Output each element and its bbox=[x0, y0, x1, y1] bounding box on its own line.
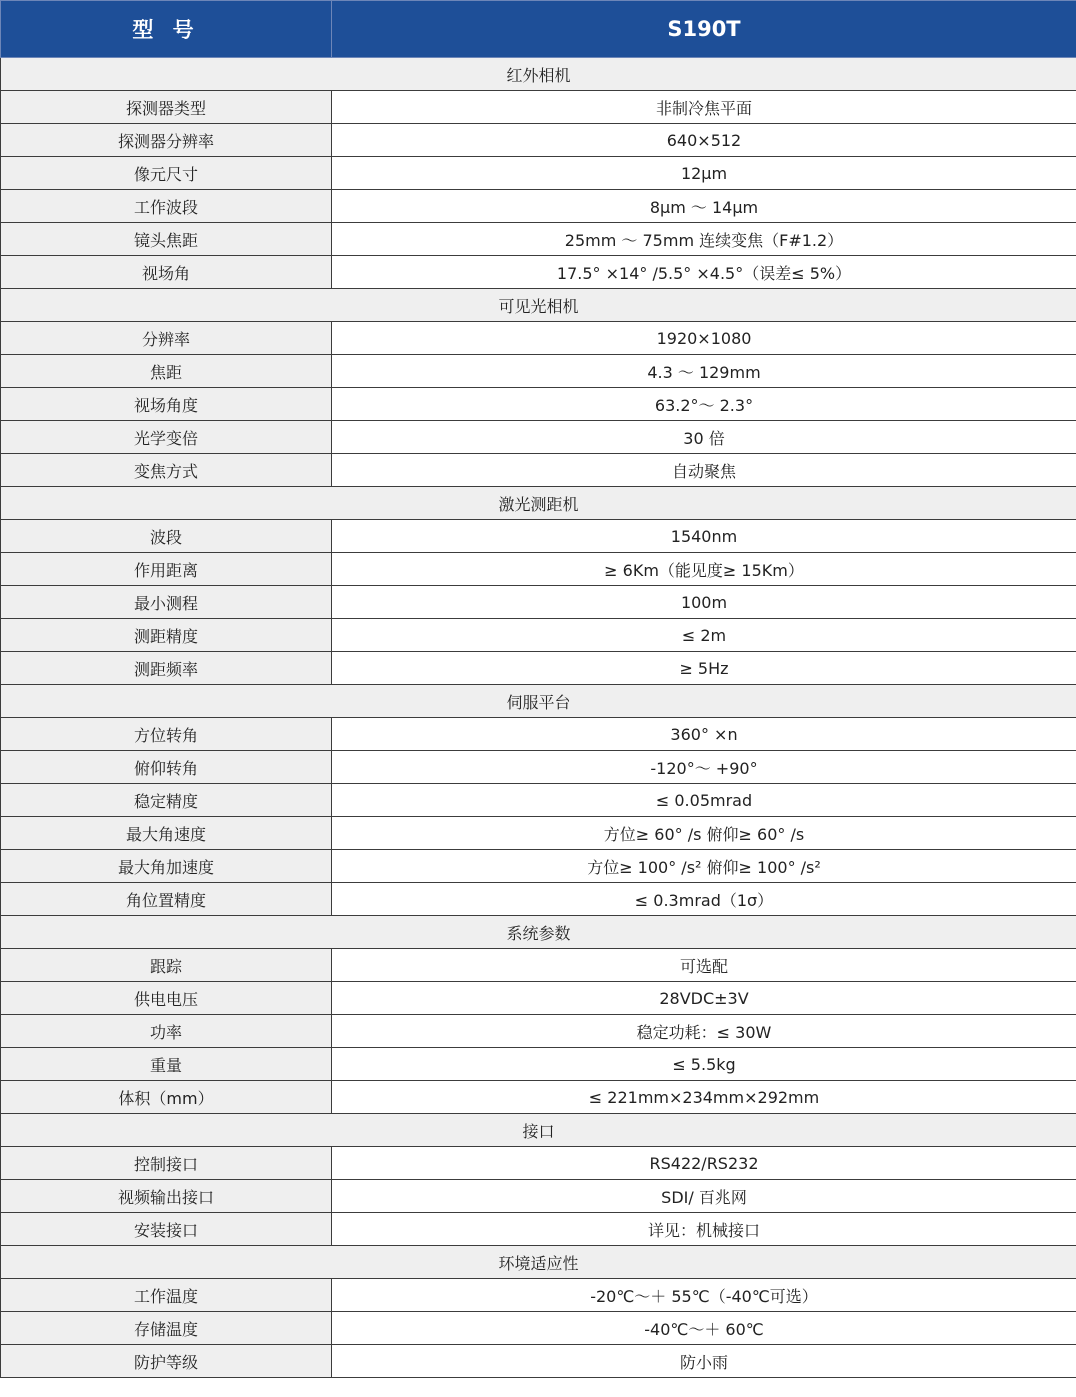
spec-label: 跟踪 bbox=[1, 949, 332, 982]
spec-label: 供电电压 bbox=[1, 982, 332, 1015]
table-row bbox=[1, 190, 1076, 223]
spec-label: 探测器分辨率 bbox=[1, 124, 332, 157]
spec-value: -20℃～＋ 55℃（-40℃可选） bbox=[332, 1279, 1076, 1312]
table-row bbox=[1, 454, 1076, 487]
table-row bbox=[1, 586, 1076, 619]
spec-label: 变焦方式 bbox=[1, 454, 332, 487]
table-row bbox=[1, 355, 1076, 388]
spec-label: 功率 bbox=[1, 1015, 332, 1048]
spec-label: 最小测程 bbox=[1, 586, 332, 619]
spec-label: 视场角度 bbox=[1, 388, 332, 421]
table-row bbox=[1, 322, 1076, 355]
spec-value: RS422/RS232 bbox=[332, 1147, 1076, 1180]
spec-label: 角位置精度 bbox=[1, 883, 332, 916]
spec-label: 探测器类型 bbox=[1, 91, 332, 124]
table-row bbox=[1, 619, 1076, 652]
spec-value: SDI/ 百兆网 bbox=[332, 1180, 1076, 1213]
spec-value: 8μm ～ 14μm bbox=[332, 190, 1076, 223]
spec-label: 存储温度 bbox=[1, 1312, 332, 1345]
spec-label: 波段 bbox=[1, 520, 332, 553]
table-row bbox=[1, 388, 1076, 421]
table-row bbox=[1, 553, 1076, 586]
spec-value: 25mm ～ 75mm 连续变焦（F#1.2） bbox=[332, 223, 1076, 256]
section-header-row bbox=[1, 1114, 1076, 1147]
table-row bbox=[1, 751, 1076, 784]
table-row bbox=[1, 1345, 1076, 1378]
spec-value: 非制冷焦平面 bbox=[332, 91, 1076, 124]
section-title: 系统参数 bbox=[1, 916, 1076, 949]
spec-value: 63.2°～ 2.3° bbox=[332, 388, 1076, 421]
spec-value: 详见：机械接口 bbox=[332, 1213, 1076, 1246]
table-row bbox=[1, 1213, 1076, 1246]
spec-label: 重量 bbox=[1, 1048, 332, 1081]
header-model-label: 型 号 bbox=[1, 1, 332, 58]
spec-label: 光学变倍 bbox=[1, 421, 332, 454]
table-row bbox=[1, 1015, 1076, 1048]
spec-value: -120°～ +90° bbox=[332, 751, 1076, 784]
section-title: 激光测距机 bbox=[1, 487, 1076, 520]
spec-value: ≤ 221mm×234mm×292mm bbox=[332, 1081, 1076, 1114]
spec-label: 防护等级 bbox=[1, 1345, 332, 1378]
spec-value: 100m bbox=[332, 586, 1076, 619]
spec-body bbox=[1, 58, 1076, 1378]
table-row bbox=[1, 124, 1076, 157]
spec-label: 俯仰转角 bbox=[1, 751, 332, 784]
table-row bbox=[1, 223, 1076, 256]
table-row bbox=[1, 1048, 1076, 1081]
spec-label: 体积（mm） bbox=[1, 1081, 332, 1114]
spec-label: 像元尺寸 bbox=[1, 157, 332, 190]
spec-label: 作用距离 bbox=[1, 553, 332, 586]
spec-label: 测距精度 bbox=[1, 619, 332, 652]
section-header-row bbox=[1, 1246, 1076, 1279]
table-row bbox=[1, 850, 1076, 883]
spec-label: 镜头焦距 bbox=[1, 223, 332, 256]
spec-value: 640×512 bbox=[332, 124, 1076, 157]
table-header-row bbox=[1, 1, 1076, 58]
table-row bbox=[1, 949, 1076, 982]
spec-value: ≤ 0.3mrad（1σ） bbox=[332, 883, 1076, 916]
section-title: 环境适应性 bbox=[1, 1246, 1076, 1279]
table-row bbox=[1, 982, 1076, 1015]
table-row bbox=[1, 718, 1076, 751]
spec-label: 焦距 bbox=[1, 355, 332, 388]
spec-value: ≤ 0.05mrad bbox=[332, 784, 1076, 817]
spec-value: 360° ×n bbox=[332, 718, 1076, 751]
section-header-row bbox=[1, 289, 1076, 322]
section-title: 伺服平台 bbox=[1, 685, 1076, 718]
spec-value: 可选配 bbox=[332, 949, 1076, 982]
table-row bbox=[1, 421, 1076, 454]
spec-value: ≥ 6Km（能见度≥ 15Km） bbox=[332, 553, 1076, 586]
spec-label: 测距频率 bbox=[1, 652, 332, 685]
section-title: 可见光相机 bbox=[1, 289, 1076, 322]
spec-value: 方位≥ 60° /s 俯仰≥ 60° /s bbox=[332, 817, 1076, 850]
spec-value: 1540nm bbox=[332, 520, 1076, 553]
spec-value: 28VDC±3V bbox=[332, 982, 1076, 1015]
table-row bbox=[1, 157, 1076, 190]
section-header-row bbox=[1, 487, 1076, 520]
table-row bbox=[1, 1312, 1076, 1345]
spec-label: 安装接口 bbox=[1, 1213, 332, 1246]
section-header-row bbox=[1, 916, 1076, 949]
spec-label: 工作波段 bbox=[1, 190, 332, 223]
table-row bbox=[1, 1180, 1076, 1213]
spec-label: 工作温度 bbox=[1, 1279, 332, 1312]
spec-value: 稳定功耗：≤ 30W bbox=[332, 1015, 1076, 1048]
table-row bbox=[1, 652, 1076, 685]
spec-value: 方位≥ 100° /s² 俯仰≥ 100° /s² bbox=[332, 850, 1076, 883]
spec-value: ≥ 5Hz bbox=[332, 652, 1076, 685]
table-row bbox=[1, 817, 1076, 850]
spec-value: 12μm bbox=[332, 157, 1076, 190]
spec-label: 控制接口 bbox=[1, 1147, 332, 1180]
spec-label: 最大角速度 bbox=[1, 817, 332, 850]
spec-value: 4.3 ～ 129mm bbox=[332, 355, 1076, 388]
spec-label: 分辨率 bbox=[1, 322, 332, 355]
spec-value: 17.5° ×14° /5.5° ×4.5°（误差≤ 5%） bbox=[332, 256, 1076, 289]
table-row bbox=[1, 1279, 1076, 1312]
table-row bbox=[1, 883, 1076, 916]
spec-value: ≤ 2m bbox=[332, 619, 1076, 652]
spec-value: 防小雨 bbox=[332, 1345, 1076, 1378]
header-model-value: S190T bbox=[332, 1, 1076, 58]
table-row bbox=[1, 256, 1076, 289]
spec-label: 视场角 bbox=[1, 256, 332, 289]
table-row bbox=[1, 520, 1076, 553]
spec-label: 方位转角 bbox=[1, 718, 332, 751]
spec-label: 最大角加速度 bbox=[1, 850, 332, 883]
table-row bbox=[1, 1081, 1076, 1114]
section-header-row bbox=[1, 58, 1076, 91]
section-title: 红外相机 bbox=[1, 58, 1076, 91]
spec-value: ≤ 5.5kg bbox=[332, 1048, 1076, 1081]
spec-value: 1920×1080 bbox=[332, 322, 1076, 355]
spec-label: 稳定精度 bbox=[1, 784, 332, 817]
spec-value: 自动聚焦 bbox=[332, 454, 1076, 487]
spec-value: 30 倍 bbox=[332, 421, 1076, 454]
section-title: 接口 bbox=[1, 1114, 1076, 1147]
section-header-row bbox=[1, 685, 1076, 718]
spec-label: 视频输出接口 bbox=[1, 1180, 332, 1213]
table-row bbox=[1, 91, 1076, 124]
table-row bbox=[1, 1147, 1076, 1180]
spec-value: -40℃～＋ 60℃ bbox=[332, 1312, 1076, 1345]
table-row bbox=[1, 784, 1076, 817]
